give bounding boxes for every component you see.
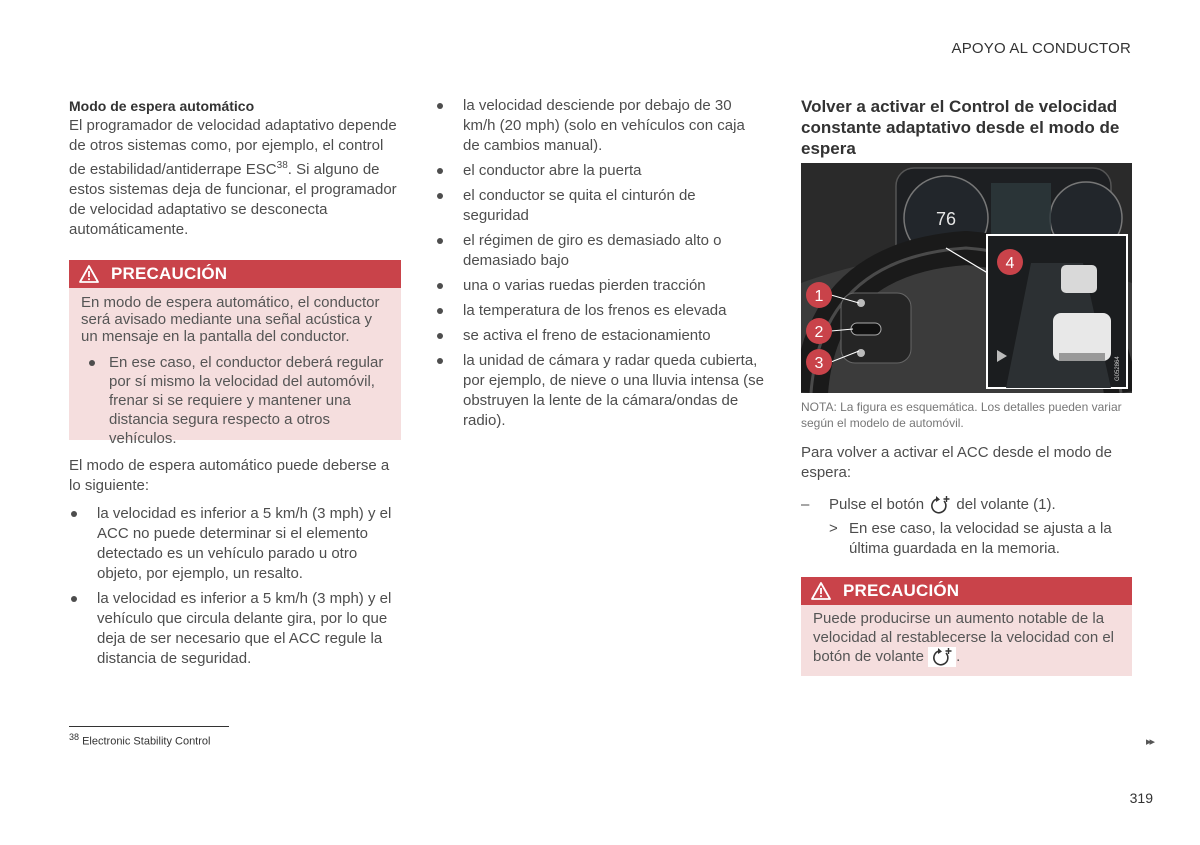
list-item-text: la velocidad desciende por debajo de 30 km/h (20 mph) (solo en vehículos con caja de cambios manual).	[463, 97, 745, 154]
section-title: Volver a activar el Control de velocidad constante adaptativo desde el modo de espera	[801, 97, 1120, 158]
list-item	[435, 276, 765, 296]
column-left	[69, 96, 401, 674]
warning-text-2-a: Puede producirse un aumento notable de la velocidad al restablecerse la velocidad con el botón de volante	[813, 610, 1115, 666]
warning-triangle-icon	[811, 582, 831, 600]
cause-list	[69, 504, 401, 669]
column-right	[801, 96, 1132, 676]
bullet-dot	[71, 596, 77, 602]
step-dash: –	[801, 496, 810, 513]
footnote	[69, 732, 210, 748]
illustration-svg	[801, 163, 1132, 393]
warning-title: PRECAUCIÓN	[111, 264, 228, 283]
warning-title-2: PRECAUCIÓN	[843, 581, 960, 601]
warning-body	[69, 288, 401, 463]
list-item	[435, 96, 765, 156]
resume-speed-icon-box	[928, 647, 956, 667]
footnote-rule	[69, 726, 229, 727]
resume-speed-icon	[928, 495, 952, 515]
figure-caption: NOTA: La figura es esquemática. Los detalles pueden variar según el modelo de automóvil.	[801, 400, 1122, 430]
instruction-intro: Para volver a activar el ACC desde el modo de espera:	[801, 444, 1112, 481]
bullet-dot	[437, 103, 443, 109]
list-item	[435, 161, 765, 181]
resume-speed-icon	[930, 647, 954, 667]
step-text-a: Pulse el botón	[829, 496, 925, 513]
list-item	[435, 301, 765, 321]
list-item-text: En ese caso, el conductor deberá regular por sí mismo la velocidad del automóvil, frenar si se requiere y mantener una distancia segura respecto a otros vehículos.	[109, 354, 384, 447]
warning-body-2	[801, 605, 1132, 677]
warning-text-2	[813, 609, 1120, 667]
bullet-dot	[71, 511, 77, 517]
callout-3-label: 3	[814, 355, 824, 372]
warning-triangle-icon	[79, 265, 99, 283]
list-item	[435, 186, 765, 226]
callout-1-label: 1	[814, 288, 824, 305]
subheading: Modo de espera automático	[69, 98, 255, 114]
callout-4-label: 4	[1005, 255, 1015, 272]
list-item	[435, 326, 765, 346]
list-item-text: el conductor abre la puerta	[463, 162, 642, 179]
bullet-dot	[437, 333, 443, 339]
list-item-text: la unidad de cámara y radar queda cubierta, por ejemplo, de nieve o una lluvia intensa (se obstruyen la lente de la cámara/ondas de radio).	[463, 352, 765, 429]
list-item	[435, 351, 765, 431]
bullet-dot	[89, 360, 95, 366]
bullet-dot	[437, 308, 443, 314]
warning-box-2	[801, 577, 1132, 676]
bullet-dot	[437, 168, 443, 174]
list-item	[435, 231, 765, 271]
result-text: En ese caso, la velocidad se ajusta a la última guardada en la memoria.	[849, 520, 1112, 558]
list-item-text: la temperatura de los frenos es elevada	[463, 302, 727, 319]
intro-text-b: . Si alguno de estos sistemas deja de funcionar, el programador de velocidad adaptativo se desconecta automáticamente.	[69, 161, 397, 238]
callout-2-label: 2	[814, 324, 824, 341]
list-item-text: la velocidad es inferior a 5 km/h (3 mph) y el ACC no puede determinar si el elemento detectado es un vehículo parado u otro objeto, por ejemplo, un resalto.	[97, 505, 392, 582]
footnote-ref[interactable]: 38	[276, 160, 288, 171]
cause-list-continued	[435, 96, 765, 431]
intro-paragraph	[69, 116, 401, 240]
steering-wheel-illustration	[801, 163, 1132, 393]
list-item-text: el conductor se quita el cinturón de seguridad	[463, 187, 696, 224]
warning-box	[69, 260, 401, 447]
warning-header	[69, 260, 401, 288]
footnote-text: Electronic Stability Control	[82, 735, 211, 748]
list-item-text: una o varias ruedas pierden tracción	[463, 277, 706, 294]
bullet-dot	[437, 193, 443, 199]
list-item-text: el régimen de giro es demasiado alto o demasiado bajo	[463, 232, 722, 269]
step-result	[801, 519, 1132, 559]
section-header: APOYO AL CONDUCTOR	[951, 40, 1131, 57]
speed-readout: 76	[935, 209, 957, 229]
list-item	[69, 589, 401, 669]
cause-intro: El modo de espera automático puede deberse a lo siguiente:	[69, 457, 390, 494]
bullet-dot	[437, 238, 443, 244]
warning-text-2-b: .	[956, 648, 961, 666]
intro-text-a: El programador de velocidad adaptativo depende de otros sistemas como, por ejemplo, el control de estabilidad/antiderrape ESC	[69, 117, 397, 178]
warning-bullets	[81, 353, 389, 448]
warning-header-2	[801, 577, 1132, 605]
footnote-number: 38	[69, 732, 80, 742]
step-text-b: del volante (1).	[956, 496, 1056, 513]
list-item	[81, 353, 389, 448]
list-item-text: la velocidad es inferior a 5 km/h (3 mph) y el vehículo que circula delante gira, por lo que deja de ser necesario que el ACC regule la distancia de seguridad.	[97, 590, 392, 667]
list-item-text: se activa el freno de estacionamiento	[463, 327, 711, 344]
result-marker: >	[829, 520, 838, 538]
bullet-dot	[437, 358, 443, 364]
figure-code: G052864	[1115, 356, 1121, 381]
warning-text: En modo de espera automático, el conductor será avisado mediante una señal acústica y un mensaje en la pantalla del conductor.	[81, 294, 380, 345]
list-item	[69, 504, 401, 584]
instruction-step	[801, 495, 1132, 515]
column-middle	[435, 96, 765, 436]
next-page-arrows-icon[interactable]: ▸▸	[1145, 736, 1153, 748]
page-number: 319	[1129, 790, 1153, 806]
bullet-dot	[437, 283, 443, 289]
